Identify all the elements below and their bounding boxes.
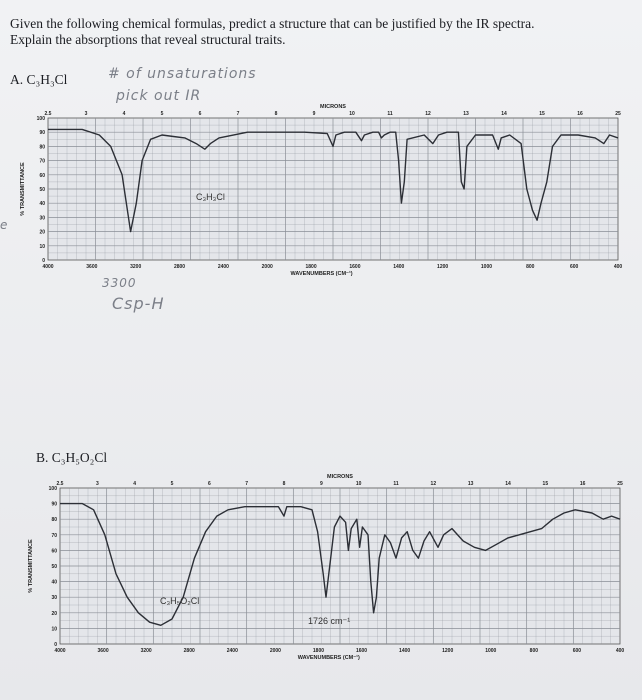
bottom-tick-label: 1200 [442, 648, 454, 654]
transmittance-axis-label: % TRANSMITTANCE [28, 539, 34, 593]
top-tick-label: 25 [615, 111, 621, 117]
note-pick-out-ir: pick out IR [116, 88, 202, 104]
top-tick-label: 3 [95, 481, 99, 487]
spectrum-b [26, 472, 628, 668]
left-tick-label: 20 [39, 229, 45, 236]
bottom-tick-label: 2000 [261, 264, 273, 270]
bottom-tick-label: 3200 [130, 264, 142, 270]
bottom-tick-label: 600 [569, 264, 579, 270]
top-tick-label: 4 [133, 481, 137, 487]
left-tick-label: 70 [51, 532, 57, 539]
question-b-label: B. C₃H₅O₂Cl [36, 450, 108, 465]
top-tick-label: 8 [274, 111, 278, 117]
top-tick-label: 14 [505, 481, 511, 487]
bottom-tick-label: 3600 [86, 264, 98, 270]
bottom-tick-label: 1000 [480, 264, 493, 270]
top-tick-label: 12 [425, 111, 431, 117]
top-tick-label: 10 [355, 481, 362, 487]
left-tick-label: 100 [36, 116, 45, 122]
question-a-label: A. C₃H₃Cl [10, 72, 68, 87]
bottom-tick-label: 1600 [355, 648, 368, 654]
top-tick-label: 2.5 [44, 111, 52, 117]
top-tick-label: 5 [160, 111, 164, 117]
top-tick-label: 11 [387, 111, 393, 117]
top-tick-label: 15 [542, 481, 549, 487]
left-tick-label: 80 [39, 144, 45, 151]
left-tick-label: 0 [54, 642, 57, 648]
top-tick-label: 10 [349, 111, 355, 117]
bottom-tick-label: 800 [526, 264, 535, 270]
formula-tag: C₃H₃Cl [196, 192, 225, 202]
left-tick-label: 40 [51, 579, 57, 586]
left-tick-label: 60 [51, 548, 57, 555]
top-tick-label: 11 [393, 481, 399, 487]
left-tick-label: 50 [39, 187, 45, 193]
top-tick-label: 6 [198, 111, 202, 117]
microns-label: MICRONS [320, 104, 346, 110]
bottom-tick-label: 2000 [269, 648, 281, 654]
left-tick-label: 50 [51, 564, 57, 570]
bottom-tick-label: 600 [572, 648, 582, 654]
bottom-tick-label: 1200 [437, 264, 449, 270]
bottom-tick-label: 1400 [399, 648, 411, 654]
left-tick-label: 90 [51, 501, 57, 508]
top-tick-label: 15 [539, 111, 545, 117]
bottom-tick-label: 1800 [312, 648, 325, 654]
left-tick-label: 90 [39, 130, 45, 137]
bottom-tick-label: 2800 [173, 264, 186, 270]
top-tick-label: 7 [245, 481, 249, 487]
left-tick-label: 80 [51, 517, 57, 524]
formula-tag: C₃H₅O₂Cl [160, 596, 200, 606]
note-unsaturations: # of unsaturations [108, 66, 257, 82]
left-tick-label: 20 [51, 610, 57, 617]
top-tick-label: 16 [577, 111, 583, 117]
bottom-tick-label: 800 [529, 648, 539, 654]
instructions-line-2: Explain the absorptions that reveal structural traits. [10, 32, 286, 47]
top-tick-label: 16 [579, 481, 586, 487]
top-tick-label: 3 [84, 111, 88, 117]
transmittance-axis-label: % TRANSMITTANCE [20, 162, 26, 216]
top-tick-label: 7 [236, 111, 240, 117]
ir-spectrum-a-chart [18, 104, 622, 280]
top-tick-label: 5 [170, 481, 174, 487]
left-tick-label: 10 [39, 243, 45, 250]
ir-spectrum-b-chart [26, 472, 628, 668]
left-tick-label: 30 [39, 215, 45, 222]
note-3300: 3300 [102, 276, 137, 290]
wavenumber-axis-label: WAVENUMBERS (CM⁻¹) [290, 271, 353, 277]
carbonyl-annotation: 1726 cm⁻¹ [308, 616, 351, 626]
bottom-tick-label: 3600 [97, 648, 109, 654]
top-tick-label: 6 [207, 481, 211, 487]
top-tick-label: 25 [617, 481, 623, 487]
bottom-tick-label: 1800 [305, 264, 317, 270]
left-tick-label: 70 [39, 158, 45, 165]
note-csp-h: Csp-H [112, 294, 165, 313]
bottom-tick-label: 4000 [42, 264, 54, 270]
top-tick-label: 2.5 [56, 481, 64, 487]
top-tick-label: 14 [501, 111, 507, 117]
bottom-tick-label: 1000 [485, 648, 497, 654]
left-tick-label: 30 [51, 595, 57, 602]
microns-label: MICRONS [327, 474, 353, 480]
left-tick-label: 40 [39, 201, 45, 208]
top-tick-label: 12 [430, 481, 437, 487]
wavenumber-axis-label: WAVENUMBERS (CM⁻¹) [297, 655, 360, 661]
left-tick-label: 60 [39, 172, 45, 179]
bottom-tick-label: 4000 [54, 648, 66, 654]
top-tick-label: 9 [312, 111, 316, 117]
bottom-tick-label: 400 [613, 264, 622, 270]
top-tick-label: 8 [282, 481, 286, 487]
top-tick-label: 9 [319, 481, 323, 487]
top-tick-label: 13 [467, 481, 474, 487]
bottom-tick-label: 1600 [349, 264, 361, 270]
bottom-tick-label: 1400 [393, 264, 405, 270]
top-tick-label: 13 [463, 111, 469, 117]
left-tick-label: 0 [42, 258, 45, 264]
bottom-tick-label: 2400 [217, 264, 229, 270]
bottom-tick-label: 3200 [140, 648, 152, 654]
left-tick-label: 100 [48, 486, 57, 492]
bottom-tick-label: 2400 [226, 648, 238, 654]
bottom-tick-label: 400 [615, 648, 625, 654]
note-edge: e [0, 218, 9, 232]
instructions [10, 16, 640, 48]
spectrum-a [18, 104, 622, 280]
bottom-tick-label: 2800 [183, 648, 195, 654]
top-tick-label: 4 [122, 111, 126, 117]
left-tick-label: 10 [51, 626, 57, 633]
instructions-line-1: Given the following chemical formulas, predict a structure that can be justified by the IR spectra. [10, 16, 535, 31]
